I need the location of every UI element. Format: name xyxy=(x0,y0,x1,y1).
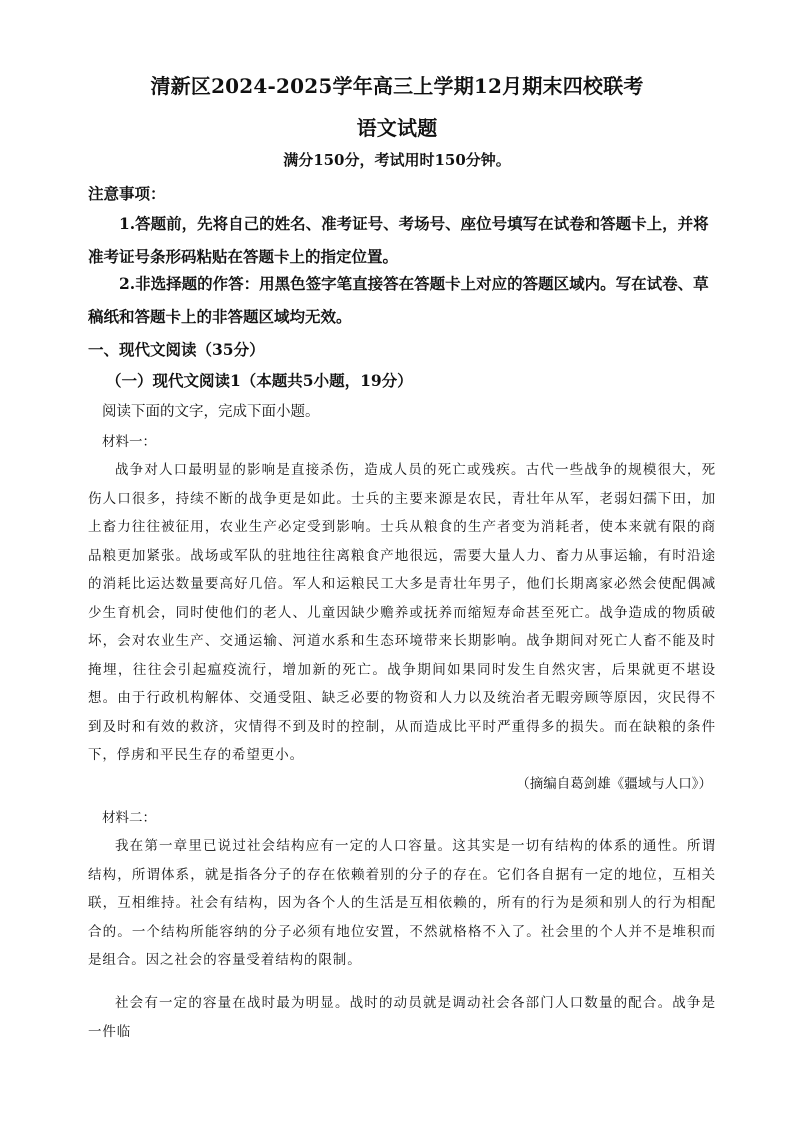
notice-heading: 注意事项： xyxy=(88,184,166,203)
notice-item-1: 1.答题前，先将自己的姓名、准考证号、考场号、座位号填写在试卷和答题卡上，并将准考证号条形码粘贴在答题卡上的指定位置。 xyxy=(88,214,709,266)
subject-title: 语文试题 xyxy=(356,116,438,140)
score-info: 满分150分，考试用时150分钟。 xyxy=(283,151,511,169)
notice-item-2: 2.非选择题的作答：用黑色签字笔直接答在答题卡上对应的答题区域内。写在试卷、草稿纸和答题卡上的非答题区域均无效。 xyxy=(88,274,709,326)
material-1-paragraph: 战争对人口最明显的影响是直接杀伤，造成人员的死亡或残疾。古代一些战争的规模很大，死伤人口很多，持续不断的战争更是如此。士兵的主要来源是农民，青壮年从军，老弱妇孺下田，加上畜力往往被征用，农业生产必定受到影响。士兵从粮食的生产者变为消耗者，使本来就有限的商品粮更加紧张。战场或军队的驻地往往离粮食产地很远，需要大量人力、畜力从事运输，有时沿途的消耗比运达数量要高好几倍。军人和运粮民工大多是青壮年男子，他们长期离家必然会使配偶减少生育机会，同时使他们的老人、儿童因缺少赡养或抚养而缩短寿命甚至死亡。战争造成的物质破坏，会对农业生产、交通运输、河道水系和生态环境带来长期影响。战争期间对死亡人畜不能及时掩埋，往往会引起瘟疫流行，增加新的死亡。战争期间如果同时发生自然灾害，后果就更不堪设想。由于行政机构解体、交通受阻、缺乏必要的物资和人力以及统治者无暇旁顾等原因，灾民得不到及时和有效的救济，灾情得不到及时的控制，从而造成比平时严重得多的损失。而在缺粮的条件下，俘虏和平民生存的希望更小。 xyxy=(88,462,716,763)
material-1-citation: （摘编自葛剑雄《疆域与人口》） xyxy=(516,776,712,792)
sub-section-heading: （一）现代文阅读1（本题共5小题，19分） xyxy=(106,371,413,390)
section-heading: 一、现代文阅读（35分） xyxy=(88,340,265,359)
material-2-label: 材料二： xyxy=(102,810,156,826)
material-1-label: 材料一： xyxy=(102,434,156,450)
material-2-paragraph-2: 社会有一定的容量在战时最为明显。战时的动员就是调动社会各部门人口数量的配合。战争是一件临 xyxy=(88,995,716,1040)
reading-instruction: 阅读下面的文字，完成下面小题。 xyxy=(102,404,320,420)
material-2-paragraph-1: 我在第一章里已说过社会结构应有一定的人口容量。这其实是一切有结构的体系的通性。所谓结构，所谓体系，就是指各分子的存在依赖着别的分子的存在。它们各自据有一定的地位，互相关联，互相维持。社会有结构，因为各个人的生活是互相依赖的，所有的行为是须和别人的行为相配合的。一个结构所能容纳的分子必须有地位安置，不然就格格不入了。社会里的个人并不是堆积而是组合。因之社会的容量受着结构的限制。 xyxy=(88,838,716,968)
exam-title: 清新区2024-2025学年高三上学期12月期末四校联考 xyxy=(150,74,644,98)
